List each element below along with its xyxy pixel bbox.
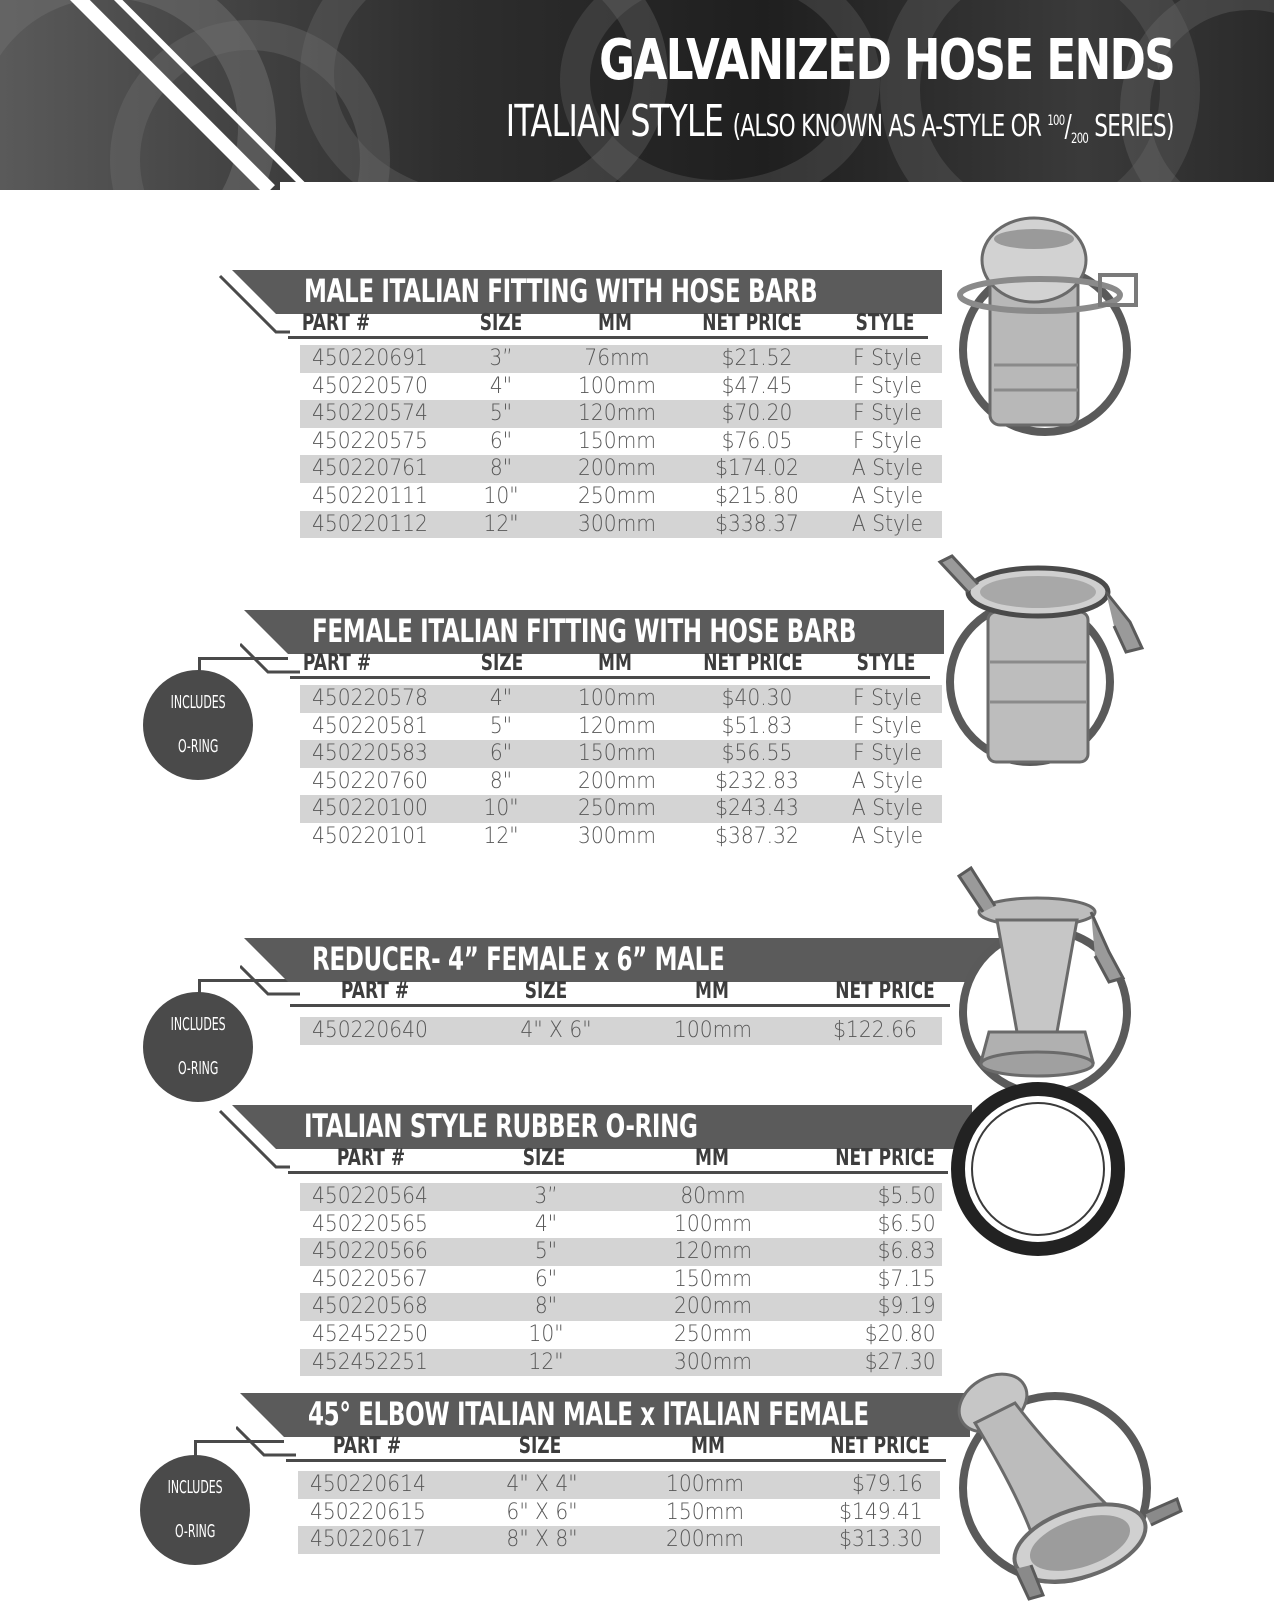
table-row: 450220761 8" 200mm $174.02 A Style xyxy=(300,455,942,483)
subtitle-main: ITALIAN STYLE xyxy=(506,96,724,147)
header-rule xyxy=(290,676,930,679)
column-header-size: SIZE xyxy=(518,1433,562,1459)
table-row: 450220691 3” 76mm $21.52 F Style xyxy=(300,345,942,373)
section-title: FEMALE ITALIAN FITTING WITH HOSE BARB xyxy=(312,612,857,650)
column-header-net-price: NET PRICE xyxy=(702,310,802,336)
section-45-elbow xyxy=(0,1393,1274,1618)
parts-table xyxy=(298,1471,940,1554)
column-header-part: PART # xyxy=(340,978,410,1004)
header-underline xyxy=(280,182,1274,190)
column-header-size: SIZE xyxy=(522,1145,566,1171)
elbow-photo xyxy=(945,1363,1205,1613)
table-row: 450220566 5" 120mm $6.83 xyxy=(300,1238,942,1266)
includes-o-ring-badge: INCLUDES O-RING xyxy=(143,670,253,780)
female-fitting-photo xyxy=(930,552,1175,782)
table-row: 450220581 5" 120mm $51.83 F Style xyxy=(312,713,922,739)
table-row: 450220101 12" 300mm $387.32 A Style xyxy=(312,823,924,849)
table-row: 452452251 12" 300mm $27.30 xyxy=(300,1349,942,1377)
includes-o-ring-badge: INCLUDES O-RING xyxy=(140,1455,250,1565)
header-rule xyxy=(288,336,928,339)
parts-table xyxy=(300,685,942,851)
table-row: 450220617 8" X 8" 200mm $313.30 xyxy=(298,1526,940,1554)
column-header-part: PART # xyxy=(336,1145,406,1171)
table-row: 450220575 6" 150mm $76.05 F Style xyxy=(312,428,922,454)
section-female-italian-fitting xyxy=(0,610,1274,860)
section-reducer xyxy=(0,932,1274,1092)
section-title: MALE ITALIAN FITTING WITH HOSE BARB xyxy=(304,272,818,310)
column-header-part: PART # xyxy=(301,310,371,336)
header-banner xyxy=(0,0,1274,190)
table-row: 450220583 6" 150mm $56.55 F Style xyxy=(300,740,942,768)
column-header-net-price: NET PRICE xyxy=(835,1145,935,1171)
table-row: 452452250 10" 250mm $20.80 xyxy=(312,1321,936,1347)
table-row: 450220111 10" 250mm $215.80 A Style xyxy=(312,483,924,509)
table-row: 450220564 3” 80mm $5.50 xyxy=(300,1183,942,1211)
page-title: GALVANIZED HOSE ENDS xyxy=(598,28,1174,93)
section-title: ITALIAN STYLE RUBBER O-RING xyxy=(304,1107,698,1145)
table-row: 450220100 10" 250mm $243.43 A Style xyxy=(300,795,942,823)
column-header-net-price: NET PRICE xyxy=(835,978,935,1004)
column-header-part: PART # xyxy=(302,650,372,676)
table-row: 450220614 4" X 4" 100mm $79.16 xyxy=(298,1471,940,1499)
table-row: 450220760 8" 200mm $232.83 A Style xyxy=(312,768,924,794)
column-header-mm: MM xyxy=(691,1433,725,1459)
table-row: 450220568 8" 200mm $9.19 xyxy=(300,1293,942,1321)
parts-table xyxy=(300,1183,942,1376)
parts-table xyxy=(300,345,942,538)
male-fitting-photo xyxy=(950,215,1165,450)
column-header-size: SIZE xyxy=(524,978,568,1004)
includes-o-ring-badge: INCLUDES O-RING xyxy=(143,992,253,1102)
table-row: 450220615 6" X 6" 150mm $149.41 xyxy=(310,1499,923,1525)
column-header-net-price: NET PRICE xyxy=(703,650,803,676)
column-header-mm: MM xyxy=(598,310,632,336)
column-header-style: STYLE xyxy=(855,310,915,336)
table-row: 450220574 5" 120mm $70.20 F Style xyxy=(300,400,942,428)
reducer-photo xyxy=(955,862,1155,1112)
section-male-italian-fitting xyxy=(0,270,1274,560)
column-header-size: SIZE xyxy=(479,310,523,336)
section-title: REDUCER- 4” FEMALE x 6” MALE xyxy=(312,940,725,978)
section-rubber-o-ring xyxy=(0,1105,1274,1395)
table-row: 450220570 4" 100mm $47.45 F Style xyxy=(312,373,922,399)
subtitle-note: (ALSO KNOWN AS A-STYLE OR $^{100}/_{200}$ SERIES) xyxy=(732,109,1174,147)
column-header-mm: MM xyxy=(598,650,632,676)
header-rule xyxy=(286,1459,946,1462)
column-header-size: SIZE xyxy=(480,650,524,676)
column-header-style: STYLE xyxy=(856,650,916,676)
page-subtitle xyxy=(506,96,1174,147)
column-header-part: PART # xyxy=(332,1433,402,1459)
table-row: 450220640 4" X 6" 100mm $122.66 xyxy=(300,1017,942,1045)
table-row: 450220578 4" 100mm $40.30 F Style xyxy=(300,685,942,713)
column-header-mm: MM xyxy=(695,978,729,1004)
column-header-mm: MM xyxy=(695,1145,729,1171)
header-rule xyxy=(288,1171,948,1174)
table-row: 450220112 12" 300mm $338.37 A Style xyxy=(300,511,942,539)
header-rule xyxy=(290,1004,950,1007)
section-title: 45° ELBOW ITALIAN MALE x ITALIAN FEMALE xyxy=(308,1395,869,1433)
parts-table xyxy=(300,1017,942,1045)
table-row: 450220567 6" 150mm $7.15 xyxy=(312,1266,936,1292)
o-ring-photo xyxy=(950,1081,1130,1261)
column-header-net-price: NET PRICE xyxy=(830,1433,930,1459)
table-row: 450220565 4" 100mm $6.50 xyxy=(312,1211,936,1237)
